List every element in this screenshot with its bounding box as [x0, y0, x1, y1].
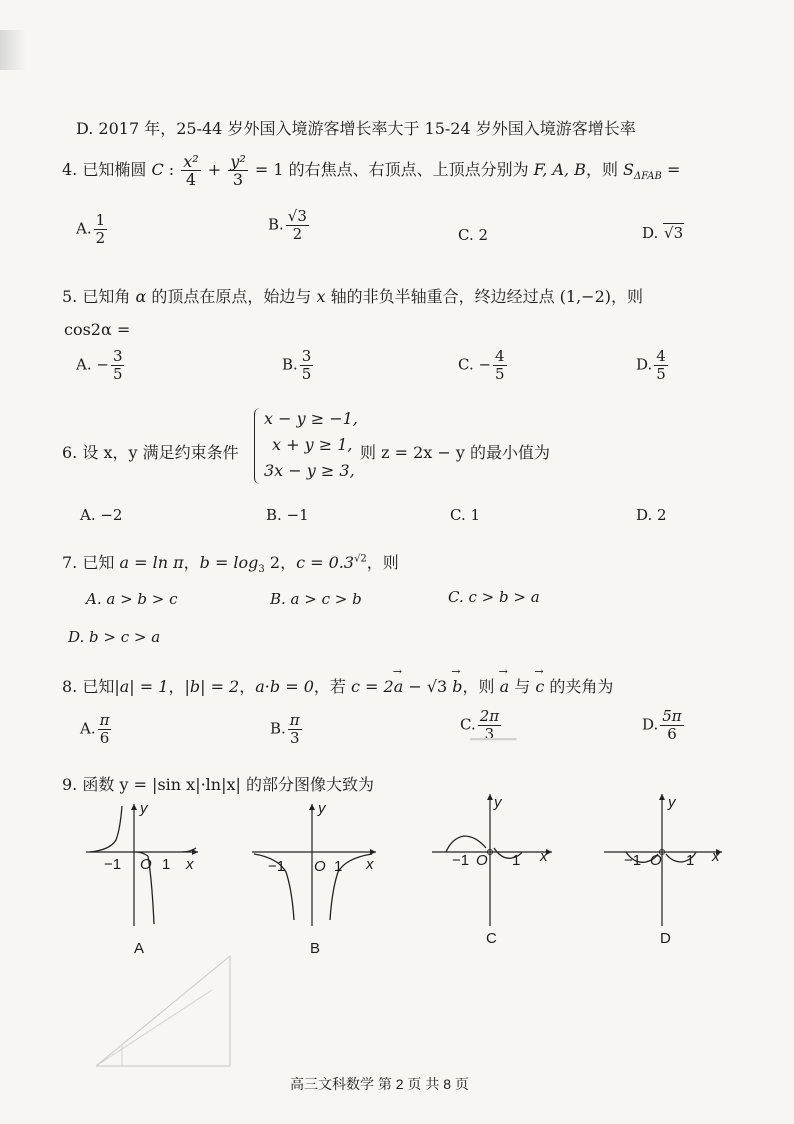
q5-x: x [316, 287, 326, 306]
q4-then: ，则 [585, 160, 624, 179]
q4-y2: y² [230, 152, 246, 171]
graph-d-x: x [712, 848, 720, 865]
q8-cond: ，若 [313, 677, 351, 696]
q5-c-num: 4 [495, 347, 505, 365]
q5-b-frac [300, 348, 314, 383]
q4-option-d [642, 224, 684, 242]
q4-b-num: √3 [287, 207, 307, 225]
q8-d-den: 6 [667, 725, 677, 743]
q4-eq2: = [661, 160, 681, 179]
q4-d-label: D. [642, 224, 664, 242]
q9-stem: 9. 函数 y = |sin x|·ln|x| 的部分图像大致为 [62, 775, 374, 794]
q7-option-a: A. a > b > c [86, 590, 178, 608]
q7-b-def: b = log [199, 553, 259, 572]
graph-b-y: y [318, 800, 326, 817]
q4-points: F, A, B [533, 160, 586, 179]
graph-a-y: y [140, 800, 148, 817]
graph-a-x: x [186, 856, 194, 873]
q5-option-a [76, 348, 126, 383]
graph-c-label: C [486, 930, 497, 947]
graph-c-neg-one: −1 [452, 852, 470, 869]
q7-c-exp: √2 [354, 553, 367, 565]
q6-stem-prefix: 6. 设 x，y 满足约束条件 [62, 443, 239, 462]
q8-d-frac [660, 708, 683, 743]
q8-d-label: D. [642, 715, 659, 734]
q8-mod-a: |a| = 1 [114, 677, 169, 696]
q4-b-label: B. [268, 215, 284, 234]
scan-edge-shadow [0, 30, 26, 70]
q5-d-frac [654, 348, 668, 383]
q8-option-d [642, 708, 686, 743]
q5-c-den: 5 [495, 365, 505, 383]
page-footer: 高三文科数学 第 2 页 共 8 页 [290, 1076, 469, 1092]
q4-curve: C [151, 160, 164, 179]
q8-c-num: 2π [479, 707, 500, 725]
q5-line1-b: 的顶点在原点，始边与 [146, 287, 317, 306]
bleed-through-1: ▔▔▔▔ [470, 738, 517, 756]
q5-b-den: 5 [301, 365, 312, 383]
graph-a-one: 1 [162, 856, 171, 873]
q6-constraint-1: x − y ≥ −1, [264, 409, 358, 428]
graph-d-label: D [660, 930, 671, 947]
graph-d-neg-one: −1 [624, 852, 642, 869]
q5-stem-line2: cos2α = [64, 320, 131, 339]
q4-plus: + [202, 160, 227, 179]
q5-d-num: 4 [656, 347, 666, 365]
q4-frac-y [228, 153, 247, 188]
q5-a-frac [111, 348, 125, 383]
q5-b-label: B. [282, 355, 298, 374]
q8-suffix-3: 的夹角为 [544, 677, 614, 696]
q7-option-c: C. c > b > a [448, 588, 540, 606]
graph-b-origin: O [314, 858, 326, 875]
q4-frac-x [181, 153, 200, 188]
q5-a-den: 5 [112, 365, 123, 383]
q6-constraint-2: x + y ≥ 1, [272, 435, 353, 454]
q6-option-b: B. −1 [266, 506, 309, 524]
q5-option-d [636, 348, 670, 383]
q4-option-a [76, 212, 109, 247]
q4-option-c: C. 2 [458, 226, 489, 244]
q4-s-sub: ΔFAB [634, 171, 662, 183]
graph-a-origin: O [140, 856, 152, 873]
q8-mod-b: |b| = 2 [184, 677, 240, 696]
q6-stem-suffix: 则 z = 2x − y 的最小值为 [360, 443, 551, 462]
q6-option-c: C. 1 [450, 506, 481, 524]
graph-d [602, 790, 726, 930]
q5-a-label: A. − [76, 355, 109, 374]
graph-c-origin: O [476, 852, 488, 869]
q7-sep2: ， [280, 553, 297, 572]
graph-d-one: 1 [686, 852, 695, 869]
q4-den2: 3 [232, 170, 244, 189]
q4-a-den: 2 [95, 229, 106, 247]
q5-line1-c: 轴的非负半轴重合，终边经过点 (1,−2)，则 [325, 287, 643, 306]
q8-vec-a-2: → a [500, 677, 510, 696]
q5-a-num: 3 [112, 347, 123, 365]
q5-b-num: 3 [301, 347, 312, 365]
q4-a-num: 1 [95, 211, 106, 229]
q4-b-frac [286, 208, 309, 243]
q8-b-frac [288, 712, 302, 747]
q8-prefix: 8. 已知 [62, 677, 115, 696]
q5-d-label: D. [636, 355, 653, 374]
q7-b-base: 3 [258, 564, 265, 576]
graph-a-neg-one: −1 [104, 856, 122, 873]
q3-option-d: D. 2017 年，25-44 岁外国入境游客增长率大于 15-24 岁外国入境游客增长率 [76, 119, 636, 138]
q8-a-frac [98, 712, 112, 747]
q4-s: S [623, 160, 634, 179]
q8-b-den: 3 [289, 729, 300, 747]
q8-suffix-1: ，则 [462, 677, 500, 696]
q8-d-num: 5π [662, 707, 682, 725]
q8-a-label: A. [80, 719, 96, 738]
graph-c-x: x [540, 848, 548, 865]
q7-suffix: ，则 [366, 553, 399, 572]
graph-d-origin: O [650, 852, 662, 869]
q8-b-num: π [289, 711, 300, 729]
q7-sep1: ， [183, 553, 200, 572]
q6-constraint-3: 3x − y ≥ 3, [264, 461, 355, 480]
q8-c-expr-2: − √3 [403, 677, 453, 696]
graph-b-x: x [366, 856, 374, 873]
q4-a-label: A. [76, 219, 92, 238]
graph-c-one: 1 [512, 852, 521, 869]
q4-option-b [268, 208, 311, 243]
q8-b-label: B. [270, 719, 286, 738]
q7-b-arg: 2 [264, 553, 281, 572]
q8-c-expr-1: c = 2 [350, 677, 394, 696]
q7-option-d: D. b > c > a [68, 628, 161, 646]
q8-a-num: π [99, 711, 110, 729]
q8-c-label: C. [460, 715, 476, 734]
q8-stem: 8. 已知|a| = 1，|b| = 2，a·b = 0，若 c = 2→ a − √3 → b，则 → a 与 → c 的夹角为 [62, 674, 613, 697]
q8-vec-b: → b [452, 677, 462, 696]
q5-stem-line1 [62, 284, 643, 307]
q4-den1: 4 [185, 170, 197, 189]
q8-a-den: 6 [99, 729, 110, 747]
graph-b-neg-one: −1 [268, 858, 286, 875]
q8-option-b [270, 712, 304, 747]
q8-vec-a-1: → a [394, 677, 404, 696]
q4-colon: : [163, 160, 180, 179]
q8-vec-c: → c [535, 677, 544, 696]
graph-c-y: y [494, 794, 502, 811]
q7-stem [62, 550, 399, 575]
q4-d-val: √3 [664, 224, 684, 242]
q4-eq1: = 1 的右焦点、右顶点、上顶点分别为 [249, 160, 534, 179]
q7-prefix: 7. 已知 [62, 553, 120, 572]
q4-b-den: 2 [292, 225, 303, 243]
q5-option-c [458, 348, 509, 383]
graph-b-label: B [310, 940, 321, 957]
q6-option-d: D. 2 [636, 506, 667, 524]
q5-d-den: 5 [656, 365, 666, 383]
q8-c-den: 3 [484, 725, 495, 743]
q7-option-b: B. a > c > b [270, 590, 362, 608]
q6-constraints [258, 406, 358, 484]
q4-stem [62, 150, 680, 197]
q4-x2: x² [183, 152, 199, 171]
q7-a-def: a = ln π [119, 553, 184, 572]
graph-c [430, 790, 556, 930]
q8-suffix-2: 与 [509, 677, 536, 696]
q7-c-def: c = 0.3 [296, 553, 355, 572]
q6-option-a: A. −2 [80, 506, 123, 524]
bleed-through-triangle [92, 950, 252, 1070]
graph-d-y: y [668, 794, 676, 811]
q5-line1-a: 5. 已知角 [62, 287, 136, 306]
q5-c-label: C. − [458, 355, 492, 374]
graph-b-one: 1 [334, 858, 343, 875]
q5-alpha: α [135, 287, 147, 306]
q4-prefix: 4. 已知椭圆 [62, 160, 152, 179]
q4-a-frac [94, 212, 108, 247]
q5-c-frac [493, 348, 507, 383]
graph-a-label: A [134, 940, 145, 957]
q8-dot: a·b = 0 [255, 677, 314, 696]
q8-option-a [80, 712, 113, 747]
q5-option-b [282, 348, 315, 383]
